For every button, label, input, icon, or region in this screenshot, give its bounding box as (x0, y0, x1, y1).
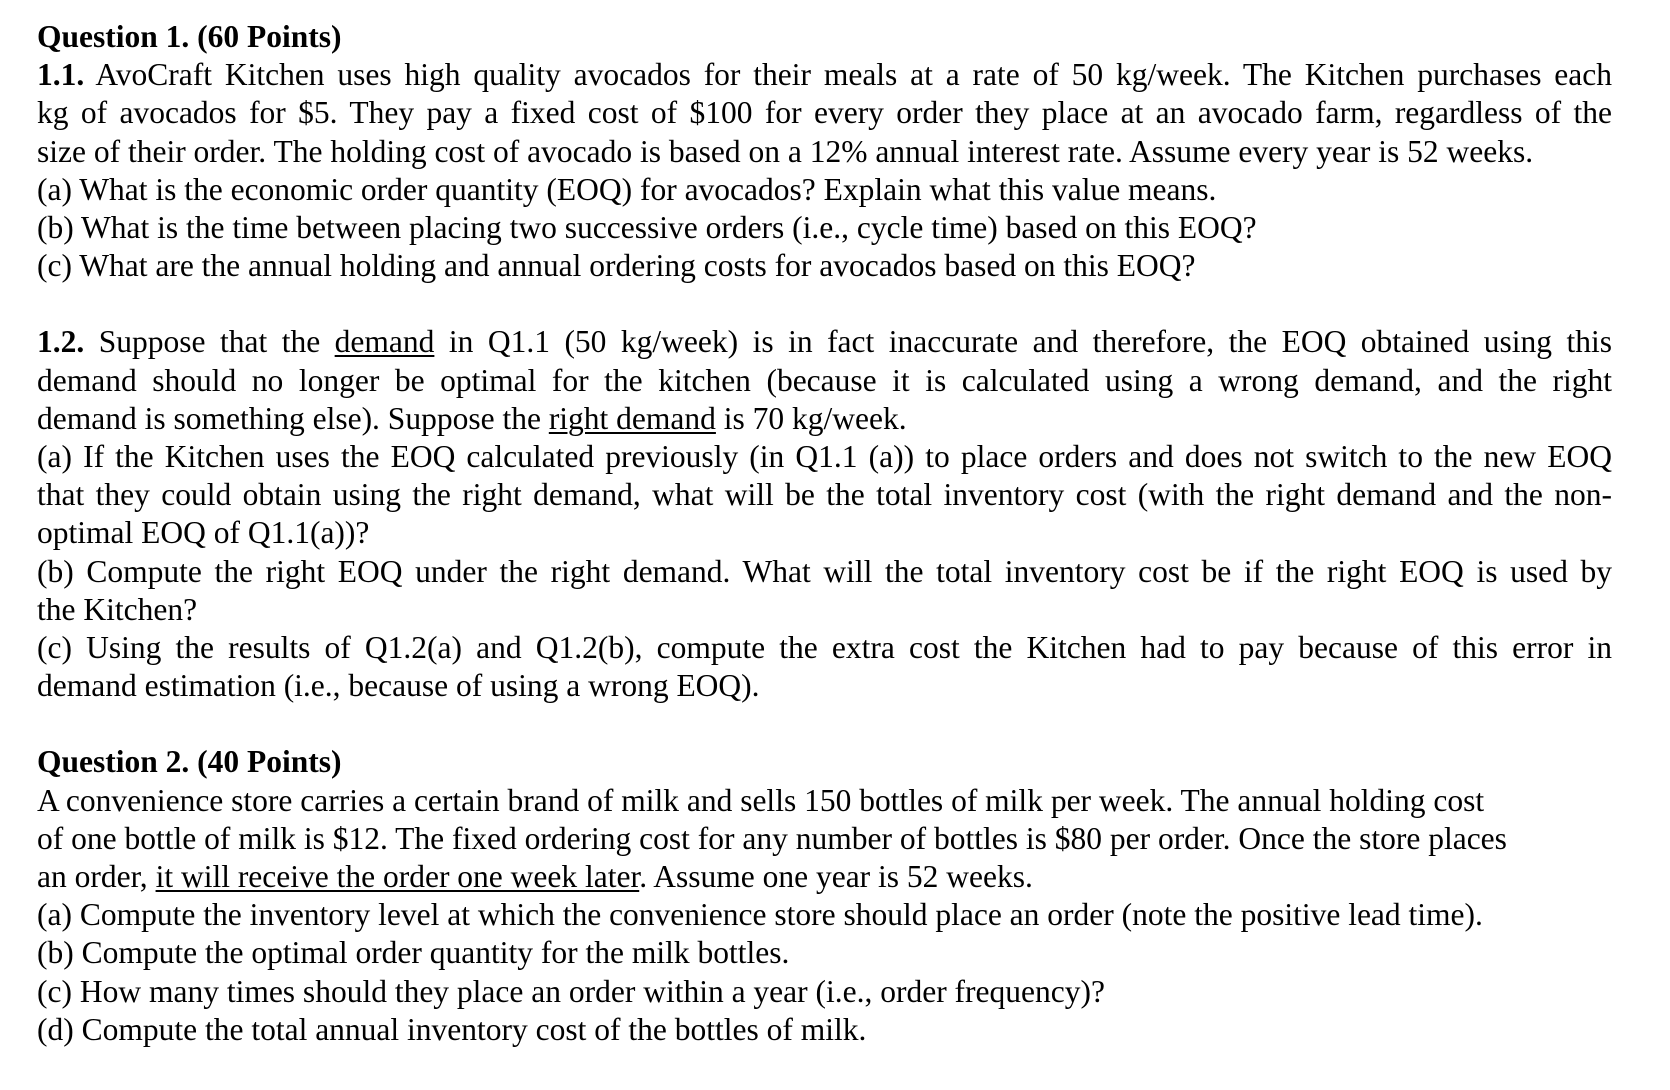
q2-part-d: (d) Compute the total annual inventory cost of the bottles of milk. (37, 1011, 867, 1047)
q1-2-part-a-line-2: that they could obtain using the right demand, what will be the total inventory cost (with the right demand and the non- (37, 477, 1612, 513)
underlined-right-demand: right demand (548, 400, 716, 436)
q1-2-part-a-line-1: (a) If the Kitchen uses the EOQ calculated previously (in Q1.1 (a)) to place orders and does not switch to the new EOQ (37, 439, 1612, 475)
q1-2-line-2: demand should no longer be optimal for the kitchen (because it is calculated using a wrong demand, and the right (37, 362, 1612, 398)
q2-part-a: (a) Compute the inventory level at which the convenience store should place an order (note the positive lead time). (37, 897, 1483, 933)
q1-1-line-3: size of their order. The holding cost of avocado is based on a 12% annual interest rate. Assume every year is 52 weeks. (37, 133, 1534, 169)
q1-1-part-b: (b) What is the time between placing two successive orders (i.e., cycle time) based on this EOQ? (37, 210, 1257, 246)
spacer (37, 285, 1612, 323)
q1-2-label: 1.2. (37, 324, 85, 360)
q1-2-line-3: demand is something else). Suppose the right demand is 70 kg/week. (37, 400, 907, 436)
q2-line-2: of one bottle of milk is $12. The fixed ordering cost for any number of bottles is $80 per order. Once the store places (37, 820, 1507, 856)
q1-1-part-c: (c) What are the annual holding and annual ordering costs for avocados based on this EOQ? (37, 248, 1196, 284)
q1-2-part-a-line-3: optimal EOQ of Q1.1(a))? (37, 515, 370, 551)
underlined-lead-time: it will receive the order one week later (155, 859, 640, 895)
q1-1-paragraph (37, 56, 1612, 285)
q2-part-c: (c) How many times should they place an order within a year (i.e., order frequency)? (37, 973, 1105, 1009)
q1-2-part-b-line-2: the Kitchen? (37, 591, 198, 627)
q1-2-line-1: 1.2. Suppose that the demand in Q1.1 (50 kg/week) is in fact inaccurate and therefore, the EOQ obtained using this (37, 324, 1612, 360)
q2-line-1: A convenience store carries a certain brand of milk and sells 150 bottles of milk per week. The annual holding cost (37, 782, 1485, 818)
q2-paragraph (37, 782, 1612, 1049)
q1-2-part-c-line-2: demand estimation (i.e., because of using a wrong EOQ). (37, 668, 760, 704)
q1-1-part-a: (a) What is the economic order quantity (EOQ) for avocados? Explain what this value means. (37, 171, 1217, 207)
q2-part-b: (b) Compute the optimal order quantity for the milk bottles. (37, 935, 790, 971)
q1-1-line-2: kg of avocados for $5. They pay a fixed cost of $100 for every order they place at an avocado farm, regardless of the (37, 95, 1612, 131)
q1-heading: Question 1. (60 Points) (37, 19, 342, 54)
q1-2-paragraph (37, 323, 1612, 705)
q1-2-part-c-line-1: (c) Using the results of Q1.2(a) and Q1.2(b), compute the extra cost the Kitchen had to pay because of this error in (37, 630, 1612, 666)
q1-2-part-b-line-1: (b) Compute the right EOQ under the right demand. What will the total inventory cost be if the right EOQ is used by (37, 553, 1612, 589)
q1-1-line-1: 1.1. AvoCraft Kitchen uses high quality avocados for their meals at a rate of 50 kg/week. The Kitchen purchases each (37, 57, 1612, 93)
document-page (37, 18, 1612, 1049)
underlined-demand: demand (334, 324, 435, 360)
q2-heading: Question 2. (40 Points) (37, 744, 342, 780)
spacer (37, 705, 1612, 743)
q2-line-3: an order, it will receive the order one week later. Assume one year is 52 weeks. (37, 859, 1033, 895)
q1-1-label: 1.1. (37, 57, 85, 93)
